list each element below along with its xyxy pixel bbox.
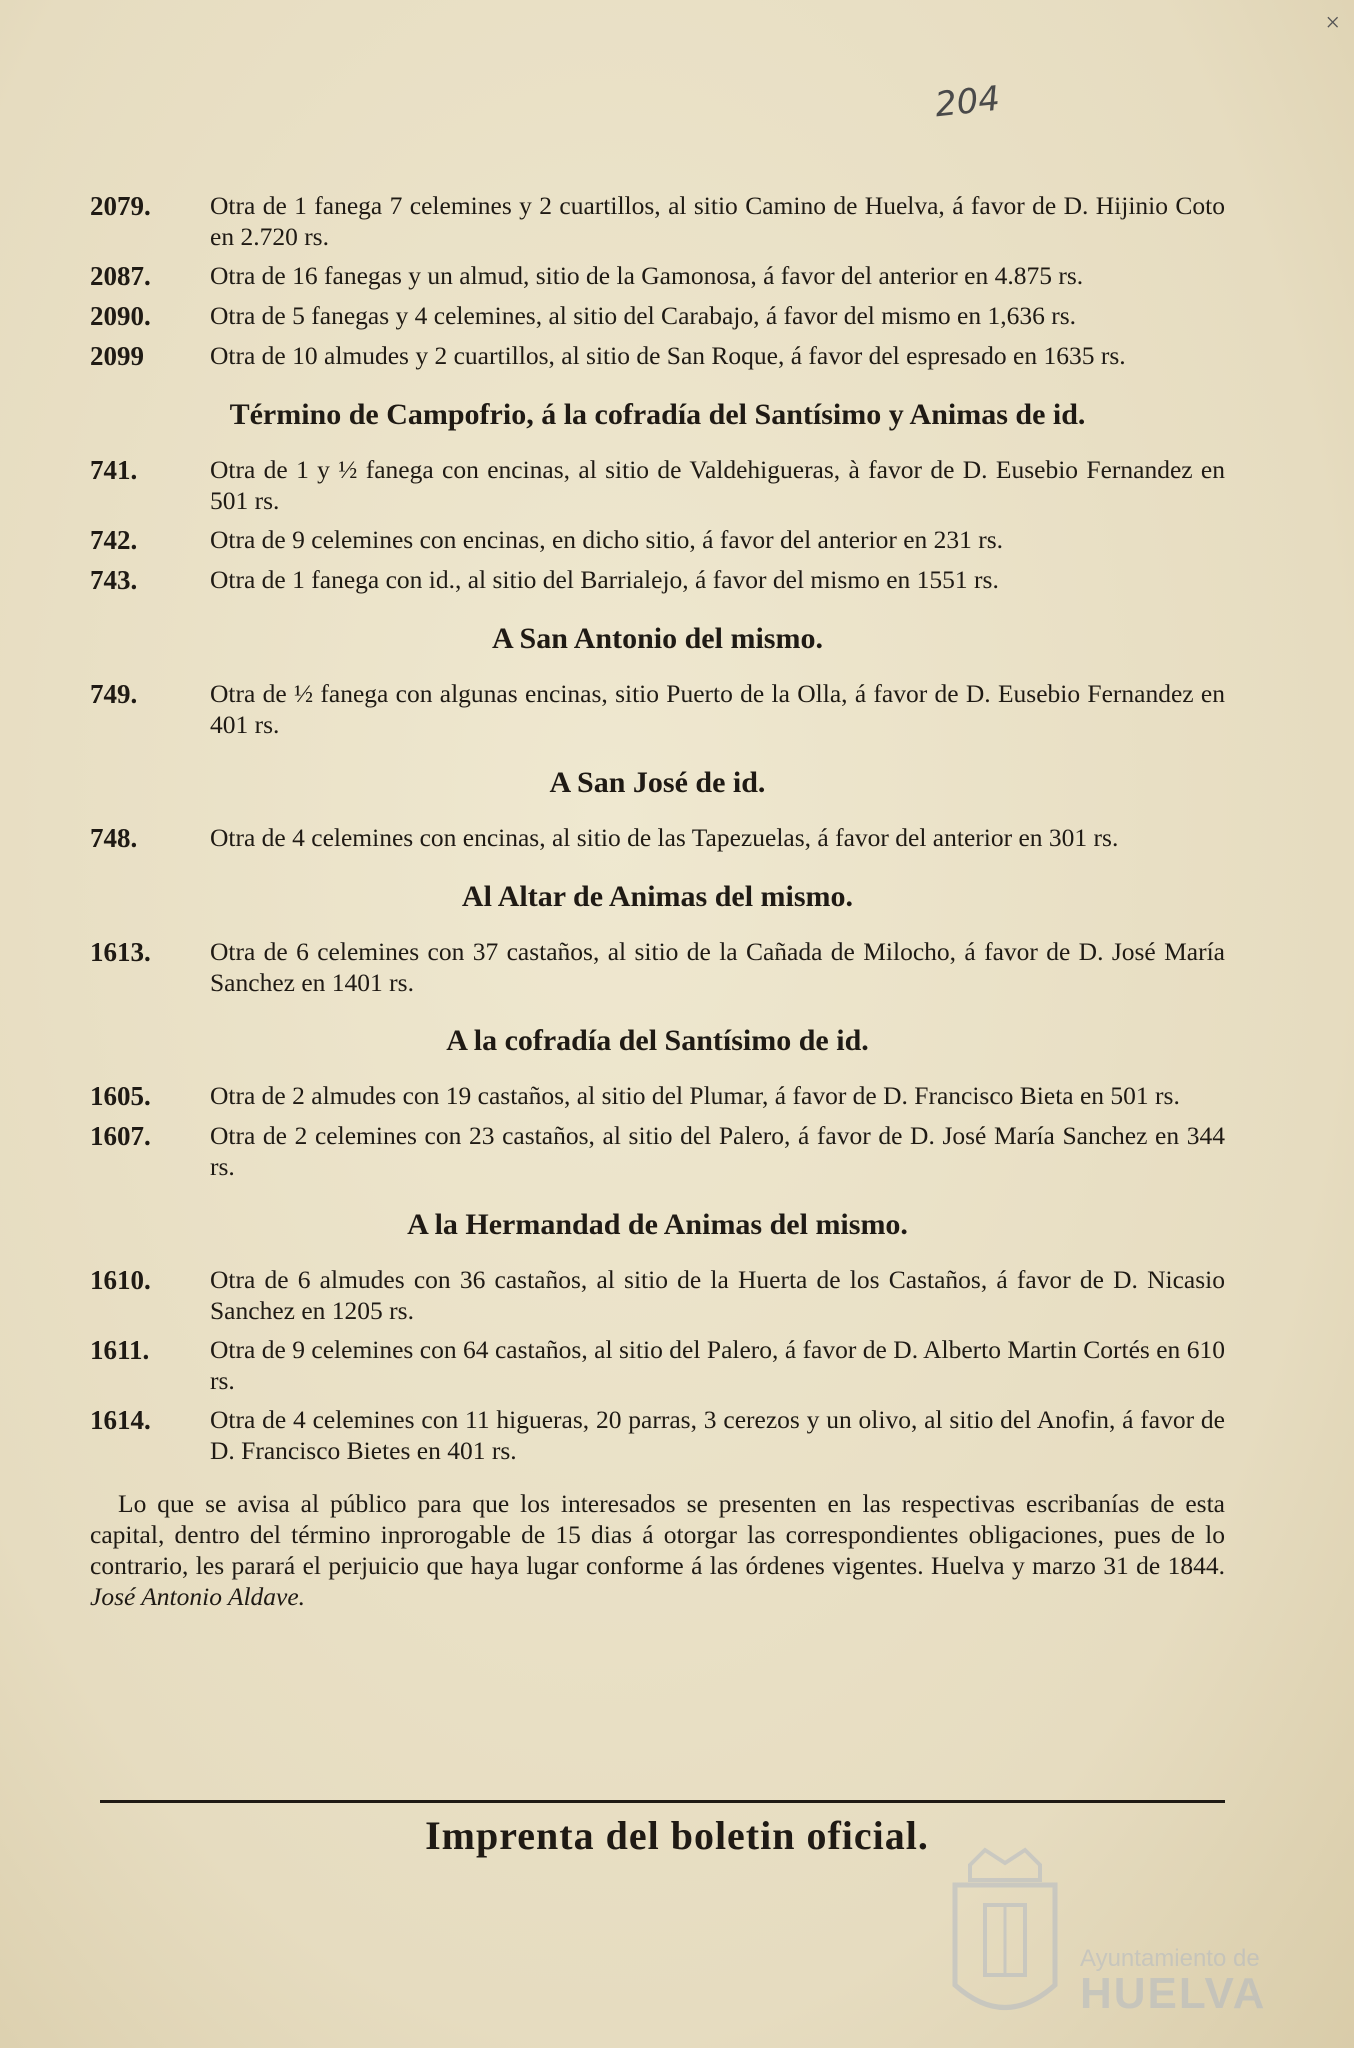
section-san-jose (90, 766, 1225, 854)
section-heading: A San José de id. (549, 766, 766, 799)
entry-text: Otra de 5 fanegas y 4 celemines, al sitio del Carabajo, á favor del mismo en 1,636 rs. (210, 301, 1077, 330)
entry-row (90, 1264, 1225, 1326)
archive-watermark (940, 1845, 1280, 2035)
entry-number: 2090. (90, 301, 151, 331)
watermark-line2: HUELVA (1080, 1969, 1267, 2018)
section-campofrio (90, 398, 1225, 596)
corner-mark: × (1325, 8, 1340, 37)
entry-row (90, 300, 1225, 332)
entry-number: 1613. (90, 937, 151, 967)
entry-number: 1610. (90, 1265, 151, 1295)
entry-row (90, 524, 1225, 556)
entry-number: 2087. (90, 261, 151, 291)
entry-text: Otra de 1 fanega 7 celemines y 2 cuartillos, al sitio Camino de Huelva, á favor de D. Hijinio Coto en 2.720 rs. (210, 191, 1225, 251)
entries-top (90, 190, 1225, 372)
entry-number: 1614. (90, 1405, 151, 1435)
section-heading: Término de Campofrio, á la cofradía del Santísimo y Animas de id. (229, 398, 1086, 431)
entry-text: Otra de 2 celemines con 23 castaños, al sitio del Palero, á favor de D. José María Sanchez en 344 rs. (210, 1121, 1225, 1181)
entry-row (90, 340, 1225, 372)
public-notice (90, 1488, 1225, 1612)
entry-number: 743. (90, 565, 138, 595)
section-san-antonio (90, 622, 1225, 740)
entry-text: Otra de 10 almudes y 2 cuartillos, al sitio de San Roque, á favor del espresado en 1635 rs. (210, 341, 1126, 370)
document-body (90, 190, 1225, 1638)
notice-signature: José Antonio Aldave. (90, 1582, 306, 1611)
entry-text: Otra de 9 celemines con encinas, en dicho sitio, á favor del anterior en 231 rs. (210, 525, 1004, 554)
notice-text: Lo que se avisa al público para que los interesados se presenten en las respectivas escribanías de esta capital, dentro del término inprorogable de 15 dias á otorgar las correspondientes obligaciones, pues de lo contrario, les parará el perjuicio que haya lugar conforme á las órdenes vigentes. Huelva y marzo 31 de 1844. (90, 1489, 1225, 1580)
entry-row (90, 1120, 1225, 1182)
entry-number: 2079. (90, 191, 151, 221)
section-altar-animas (90, 880, 1225, 998)
entry-number: 741. (90, 455, 138, 485)
entry-row (90, 936, 1225, 998)
section-heading: A la cofradía del Santísimo de id. (446, 1024, 869, 1057)
section-heading: A la Hermandad de Animas del mismo. (407, 1208, 908, 1241)
entry-text: Otra de 4 celemines con 11 higueras, 20 parras, 3 cerezos y un olivo, al sitio del Anofin, á favor de D. Francisco Bietes en 401 rs. (210, 1405, 1225, 1465)
entry-text: Otra de ½ fanega con algunas encinas, sitio Puerto de la Olla, á favor de D. Eusebio Fernandez en 401 rs. (210, 679, 1225, 739)
entry-number: 749. (90, 679, 138, 709)
entry-row (90, 678, 1225, 740)
entry-number: 1605. (90, 1081, 151, 1111)
entry-row (90, 1404, 1225, 1466)
entry-number: 1611. (90, 1335, 150, 1365)
entry-number: 748. (90, 823, 138, 853)
entry-number: 742. (90, 525, 138, 555)
imprint-line: Imprenta del boletin oficial. (425, 1813, 929, 1858)
bottom-rule (100, 1800, 1225, 1803)
section-heading: A San Antonio del mismo. (492, 622, 823, 655)
entry-text: Otra de 6 celemines con 37 castaños, al sitio de la Cañada de Milocho, á favor de D. José María Sanchez en 1401 rs. (210, 937, 1225, 997)
entry-text: Otra de 1 y ½ fanega con encinas, al sitio de Valdehigueras, à favor de D. Eusebio Fernandez en 501 rs. (210, 455, 1225, 515)
entry-row (90, 564, 1225, 596)
entry-text: Otra de 16 fanegas y un almud, sitio de la Gamonosa, á favor del anterior en 4.875 rs. (210, 261, 1084, 290)
entry-number: 2099 (90, 341, 144, 371)
entry-number: 1607. (90, 1121, 151, 1151)
entry-row (90, 1334, 1225, 1396)
entry-text: Otra de 9 celemines con 64 castaños, al sitio del Palero, á favor de D. Alberto Martin Cortés en 610 rs. (210, 1335, 1225, 1395)
huelva-crest-icon (940, 1845, 1070, 2035)
entry-text: Otra de 4 celemines con encinas, al sitio de las Tapezuelas, á favor del anterior en 301 rs. (210, 823, 1119, 852)
section-hermandad-animas (90, 1208, 1225, 1466)
section-cofradia-santisimo (90, 1024, 1225, 1182)
section-heading: Al Altar de Animas del mismo. (461, 880, 854, 913)
entry-row (90, 1080, 1225, 1112)
entry-row (90, 190, 1225, 252)
watermark-line1: Ayuntamiento de (1080, 1945, 1260, 1972)
entry-row (90, 260, 1225, 292)
entry-text: Otra de 1 fanega con id., al sitio del Barrialejo, á favor del mismo en 1551 rs. (210, 565, 999, 594)
entry-row (90, 822, 1225, 854)
entry-row (90, 454, 1225, 516)
entry-text: Otra de 2 almudes con 19 castaños, al sitio del Plumar, á favor de D. Francisco Bieta en 501 rs. (210, 1081, 1180, 1110)
folio-number: 204 (933, 78, 1002, 126)
entry-text: Otra de 6 almudes con 36 castaños, al sitio de la Huerta de los Castaños, á favor de D. Nicasio Sanchez en 1205 rs. (210, 1265, 1225, 1325)
